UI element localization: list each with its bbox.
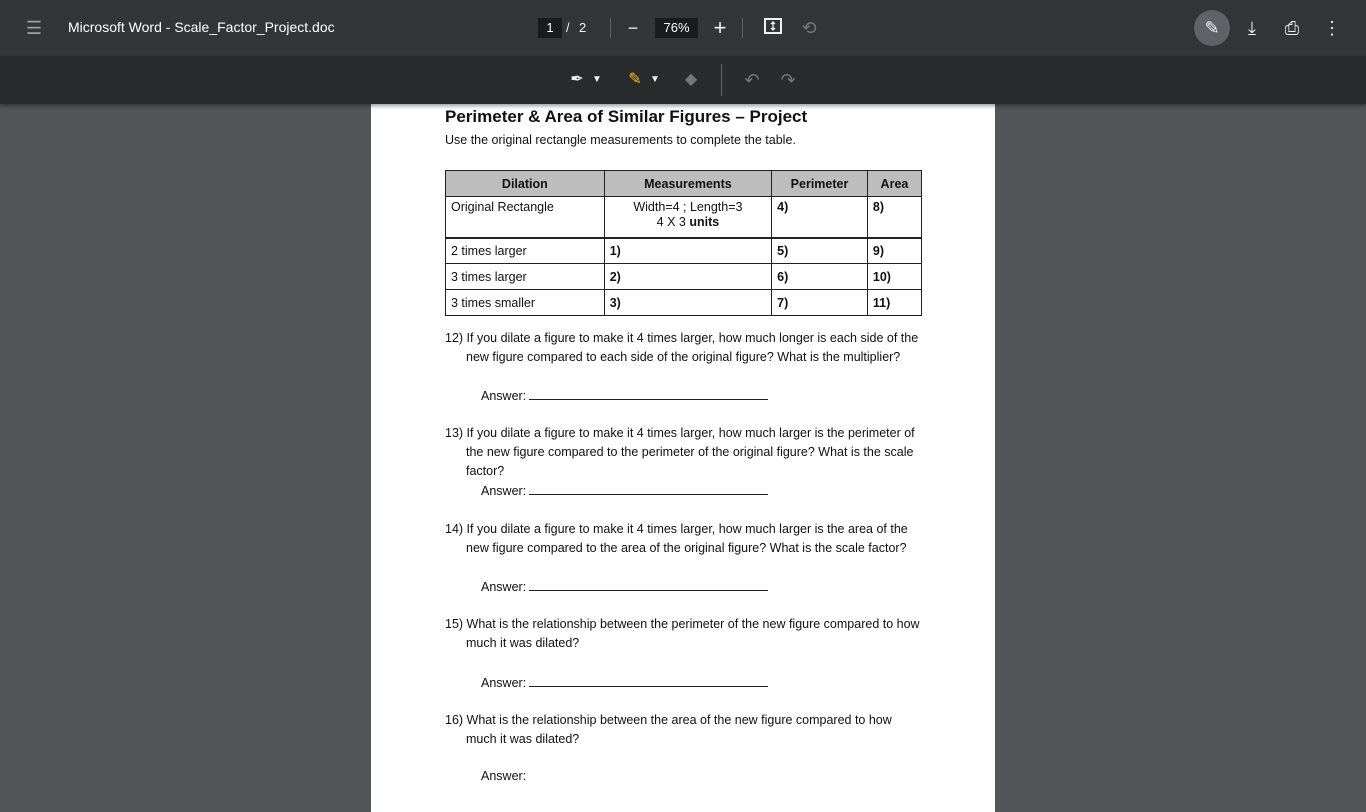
table-row bbox=[446, 290, 922, 316]
pen-icon[interactable]: ✒ bbox=[570, 71, 584, 88]
document-heading: Perimeter & Area of Similar Figures – Project bbox=[445, 107, 808, 126]
more-options-icon[interactable]: ⋮ bbox=[1323, 18, 1341, 38]
cell: 10) bbox=[867, 264, 921, 290]
cell: Original Rectangle bbox=[446, 197, 605, 238]
answer-line bbox=[529, 675, 768, 687]
cell: 9) bbox=[867, 238, 921, 264]
zoom-input[interactable]: 76% bbox=[655, 18, 698, 38]
answer-line bbox=[529, 388, 768, 400]
question-13: 13) If you dilate a figure to make it 4 times larger, how much larger is the perimeter of the new figure compared to the perimeter of the original figure? What is the scale factor? bbox=[445, 426, 915, 478]
header-dilation: Dilation bbox=[446, 171, 605, 197]
instructions: Use the original rectangle measurements to complete the table. bbox=[445, 133, 796, 147]
table-row bbox=[446, 264, 922, 290]
question-12: 12) If you dilate a figure to make it 4 times larger, how much longer is each side of the new figure compared to each side of the original figure? What is the multiplier? bbox=[445, 331, 919, 364]
pdf-toolbar bbox=[0, 0, 1366, 56]
answer-12 bbox=[481, 388, 768, 403]
print-icon[interactable]: ⎙ bbox=[1284, 18, 1300, 38]
cell: 2 times larger bbox=[446, 238, 605, 264]
question-15: 15) What is the relationship between the perimeter of the new figure compared to how much it was dilated? bbox=[445, 617, 920, 650]
table-row bbox=[446, 238, 922, 264]
cell: 3) bbox=[604, 290, 771, 316]
cell: 8) bbox=[867, 197, 921, 238]
divider bbox=[721, 64, 722, 96]
cell: 3 times smaller bbox=[446, 290, 605, 316]
answer-13 bbox=[481, 483, 768, 498]
document-title: Microsoft Word - Scale_Factor_Project.doc bbox=[68, 19, 335, 35]
answer-16 bbox=[481, 769, 526, 783]
highlighter-dropdown-icon[interactable]: ▼ bbox=[650, 74, 660, 85]
question-14: 14) If you dilate a figure to make it 4 times larger, how much larger is the area of the new figure compared to the area of the original figure? What is the scale factor? bbox=[445, 522, 908, 555]
answer-label: Answer: bbox=[481, 676, 527, 690]
answer-15 bbox=[481, 675, 768, 690]
rotate-icon[interactable]: ⟲ bbox=[801, 18, 817, 38]
table-row bbox=[446, 197, 922, 238]
cell: 3 times larger bbox=[446, 264, 605, 290]
cell: 6) bbox=[772, 264, 868, 290]
pencil-icon: ✎ bbox=[1204, 18, 1220, 38]
cell: 1) bbox=[604, 238, 771, 264]
header-perimeter: Perimeter bbox=[772, 171, 868, 197]
divider bbox=[610, 18, 611, 38]
page-number-input[interactable]: 1 bbox=[538, 18, 562, 38]
pen-dropdown-icon[interactable]: ▼ bbox=[592, 74, 602, 85]
undo-icon[interactable]: ↶ bbox=[744, 70, 760, 90]
page-total: 2 bbox=[579, 20, 587, 35]
download-icon[interactable]: ⤓ bbox=[1248, 18, 1256, 38]
menu-icon[interactable]: ☰ bbox=[25, 18, 43, 38]
answer-label: Answer: bbox=[481, 389, 527, 403]
answer-line bbox=[529, 579, 768, 591]
cell: 5) bbox=[772, 238, 868, 264]
header-area: Area bbox=[867, 171, 921, 197]
zoom-out-icon[interactable]: − bbox=[627, 18, 639, 38]
answer-label: Answer: bbox=[481, 484, 527, 498]
units-prefix: 4 X 3 bbox=[656, 215, 690, 229]
answer-line bbox=[529, 483, 768, 495]
units-label: units bbox=[689, 215, 720, 229]
pdf-page bbox=[371, 92, 995, 812]
question-16: 16) What is the relationship between the area of the new figure compared to how much it was dilated? bbox=[445, 713, 892, 746]
zoom-in-icon[interactable]: + bbox=[713, 15, 727, 40]
cell: 4) bbox=[772, 197, 868, 238]
cell: 2) bbox=[604, 264, 771, 290]
divider bbox=[742, 18, 743, 38]
redo-icon[interactable]: ↷ bbox=[780, 70, 796, 90]
measurement-text: Width=4 ; Length=3 bbox=[633, 200, 743, 214]
dilation-table bbox=[445, 170, 922, 316]
answer-label: Answer: bbox=[481, 769, 527, 783]
page-separator: / bbox=[566, 20, 570, 35]
annotate-button[interactable] bbox=[1194, 10, 1230, 46]
annotation-toolbar bbox=[0, 56, 1366, 104]
eraser-icon[interactable]: ◆ bbox=[684, 71, 698, 88]
answer-label: Answer: bbox=[481, 580, 527, 594]
cell bbox=[604, 197, 771, 238]
highlighter-icon[interactable]: ✎ bbox=[628, 71, 642, 88]
header-measurements: Measurements bbox=[604, 171, 771, 197]
cell: 11) bbox=[867, 290, 921, 316]
fit-page-icon[interactable] bbox=[761, 16, 785, 40]
cell: 7) bbox=[772, 290, 868, 316]
answer-14 bbox=[481, 579, 768, 594]
